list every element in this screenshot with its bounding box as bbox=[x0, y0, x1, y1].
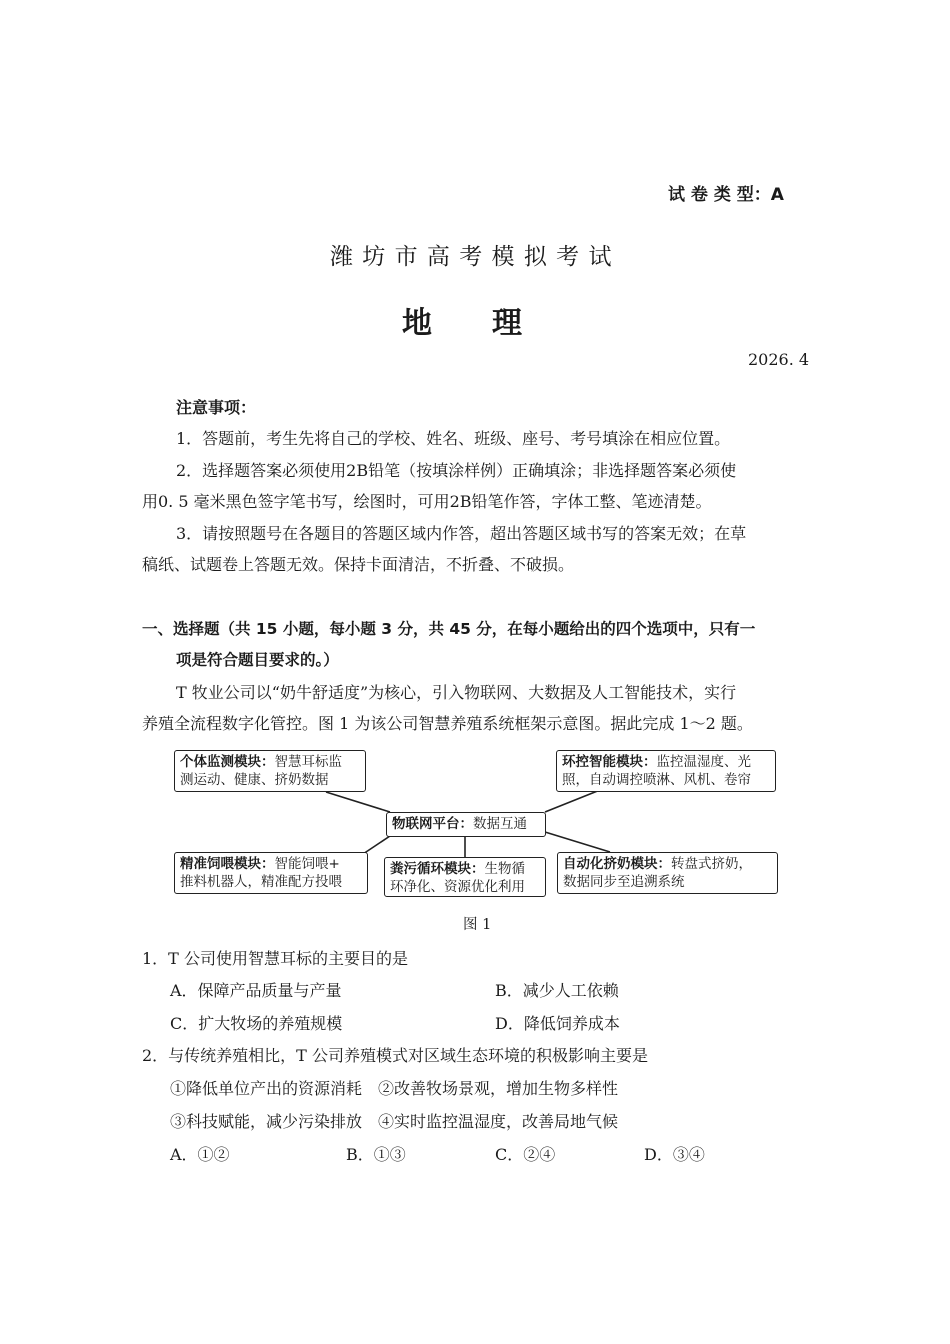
section-heading-line-1: 一、选择题（共 15 小题，每小题 3 分，共 45 分，在每小题给出的四个选项中，只有一 bbox=[142, 620, 756, 638]
box-feed-text-2: 推料机器人，精准配方投喂 bbox=[180, 874, 342, 890]
box-precise-feeding bbox=[174, 852, 368, 894]
box-waste-recycling bbox=[384, 857, 546, 897]
box-environment-control bbox=[556, 750, 776, 792]
box-individual-text-2: 测运动、健康、挤奶数据 bbox=[180, 772, 329, 788]
box-individual-title: 个体监测模块： bbox=[180, 754, 275, 770]
box-milk-title: 自动化挤奶模块： bbox=[563, 856, 671, 872]
q2-option-d: D．③④ bbox=[644, 1145, 705, 1164]
q1-stem: 1．T 公司使用智慧耳标的主要目的是 bbox=[142, 949, 408, 968]
notice-item-3-line-1: 3．请按照题号在各题目的答题区域内作答，超出答题区域书写的答案无效；在草 bbox=[176, 524, 747, 543]
box-automatic-milking bbox=[557, 852, 778, 894]
box-iot-platform bbox=[386, 812, 546, 837]
q2-stem: 2．与传统养殖相比，T 公司养殖模式对区域生态环境的积极影响主要是 bbox=[142, 1046, 648, 1065]
box-iot-title: 物联网平台： bbox=[392, 816, 473, 832]
box-individual-monitoring bbox=[174, 750, 366, 792]
box-feed-text-1: 智能饲喂+ bbox=[274, 856, 340, 872]
box-milk-text-2: 数据同步至追溯系统 bbox=[563, 874, 685, 890]
box-waste-text-2: 环净化、资源优化利用 bbox=[390, 879, 525, 895]
q2-option-c: C．②④ bbox=[495, 1145, 556, 1164]
notice-item-1: 1．答题前，考生先将自己的学校、姓名、班级、座号、考号填涂在相应位置。 bbox=[176, 429, 731, 448]
box-iot-text: 数据互通 bbox=[473, 816, 527, 832]
q1-option-d: D．降低饲养成本 bbox=[495, 1014, 620, 1033]
q2-option-a: A．①② bbox=[170, 1145, 230, 1164]
notice-item-2-line-2: 用0. 5 毫米黑色签字笔书写，绘图时，可用2B铅笔作答，字体工整、笔迹清楚。 bbox=[142, 492, 712, 511]
notice-item-2-line-1: 2．选择题答案必须使用2B铅笔（按填涂样例）正确填涂；非选择题答案必须使 bbox=[176, 461, 737, 480]
box-env-text-1: 监控温湿度、光 bbox=[656, 754, 751, 770]
notice-title: 注意事项： bbox=[176, 398, 257, 417]
intro-line-1: T 牧业公司以“奶牛舒适度”为核心，引入物联网、大数据及人工智能技术，实行 bbox=[176, 683, 737, 702]
q1-option-b: B．减少人工依赖 bbox=[495, 981, 619, 1000]
box-waste-title: 粪污循环模块： bbox=[390, 861, 485, 877]
box-env-title: 环控智能模块： bbox=[562, 754, 657, 770]
exam-date: 2026. 4 bbox=[748, 350, 810, 369]
q2-option-b: B．①③ bbox=[346, 1145, 406, 1164]
q1-option-a: A．保障产品质量与产量 bbox=[170, 981, 342, 1000]
box-milk-text-1: 转盘式挤奶， bbox=[671, 856, 752, 872]
box-individual-text-1: 智慧耳标监 bbox=[274, 754, 342, 770]
q1-option-c: C．扩大牧场的养殖规模 bbox=[170, 1014, 343, 1033]
q2-statements-line-2: ③科技赋能，减少污染排放 ④实时监控温湿度，改善局地气候 bbox=[170, 1112, 619, 1131]
box-env-text-2: 照，自动调控喷淋、风机、卷帘 bbox=[562, 772, 751, 788]
paper-type: 试 卷 类 型：A bbox=[668, 185, 784, 205]
subject-title: 地 理 bbox=[402, 306, 522, 341]
notice-item-3-line-2: 稿纸、试题卷上答题无效。保持卡面清洁，不折叠、不破损。 bbox=[142, 555, 575, 574]
box-feed-title: 精准饲喂模块： bbox=[180, 856, 275, 872]
box-waste-text-1: 生物循 bbox=[484, 861, 525, 877]
q2-statements-line-1: ①降低单位产出的资源消耗 ②改善牧场景观，增加生物多样性 bbox=[170, 1079, 619, 1098]
figure-caption: 图 1 bbox=[463, 917, 492, 933]
intro-line-2: 养殖全流程数字化管控。图 1 为该公司智慧养殖系统框架示意图。据此完成 1～2 题。 bbox=[142, 714, 753, 733]
exam-name: 潍 坊 市 高 考 模 拟 考 试 bbox=[330, 244, 613, 270]
section-heading-line-2: 项是符合题目要求的。） bbox=[176, 651, 339, 669]
